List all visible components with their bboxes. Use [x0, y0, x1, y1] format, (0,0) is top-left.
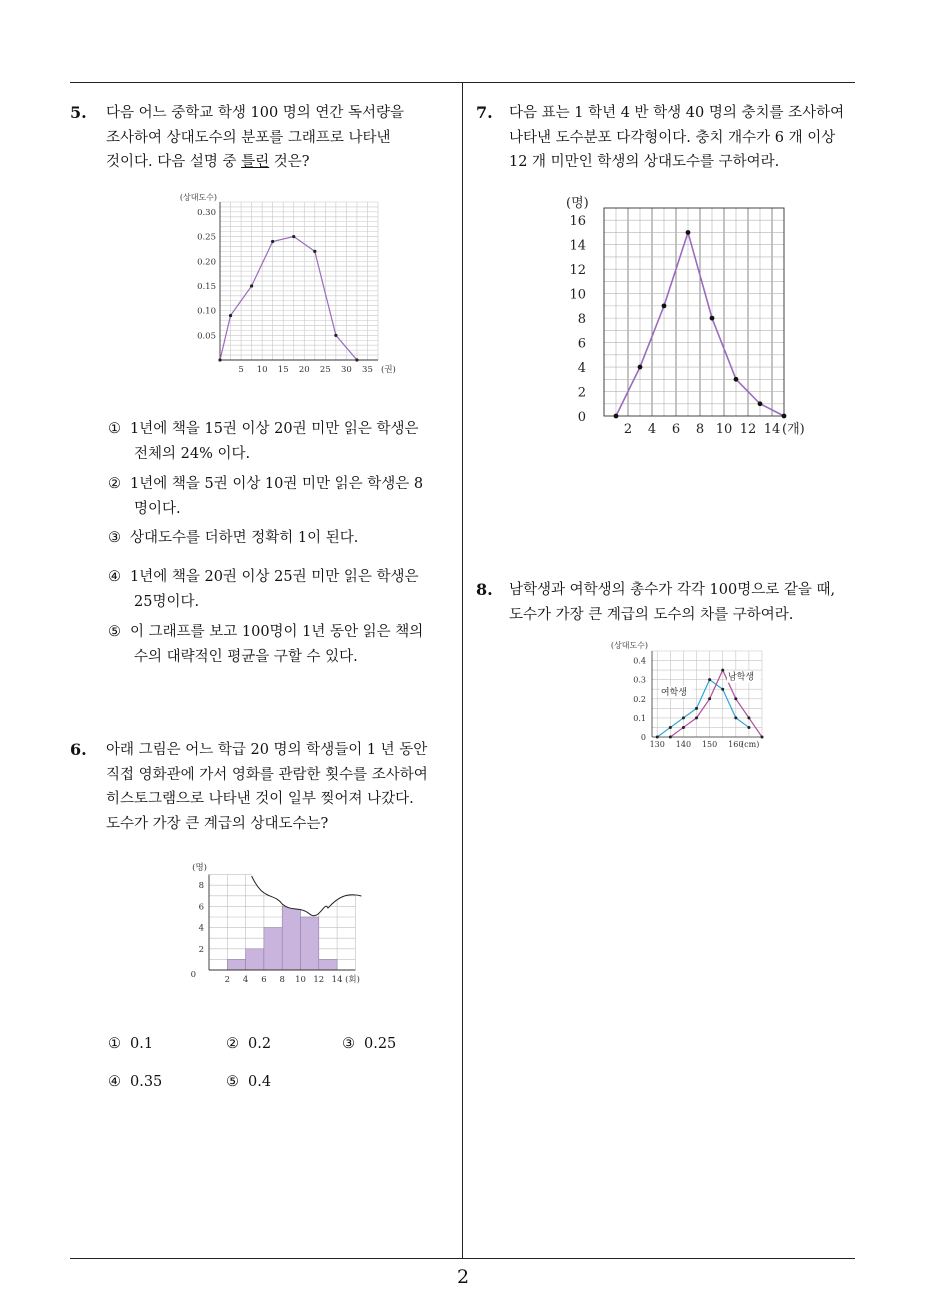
histogram-bar: [227, 959, 245, 970]
question-number: 7.: [476, 103, 493, 122]
question-text-line: 나타낸 도수분포 다각형이다. 충치 개수가 6 개 이상: [509, 129, 836, 146]
q8-comparison-polygon: [594, 637, 774, 755]
data-point: [686, 230, 691, 235]
x-tick-label: 20: [298, 365, 310, 375]
page-number: 2: [456, 1266, 470, 1288]
y-tick-label: 0.3: [633, 675, 646, 685]
y-tick-label: 2: [198, 944, 204, 955]
histogram-bar: [264, 928, 282, 970]
y-tick-label: 0.1: [633, 713, 646, 723]
data-point: [355, 358, 358, 361]
question-number: 5.: [70, 103, 87, 122]
question-8: [476, 578, 861, 633]
question-text-line: 다음 어느 중학교 학생 100 명의 연간 독서량을: [106, 105, 405, 121]
q5-option-2[interactable]: ② 1년에 책을 5권 이상 10권 미만 읽은 학생은 8 명이다.: [108, 476, 424, 517]
x-tick-label: 10: [256, 365, 268, 375]
q6-torn-histogram: [185, 856, 380, 992]
data-point: [292, 235, 295, 238]
y-axis-label: (상대도수): [179, 193, 217, 202]
x-tick-label: 12: [313, 975, 325, 985]
y-tick-label: 0.4: [633, 656, 646, 666]
y-tick-label: 16: [569, 214, 586, 230]
y-tick-label: 8: [198, 881, 204, 892]
q6-option-5[interactable]: ⑤ 0.4: [226, 1074, 272, 1090]
question-text-line: 아래 그림은 어느 학급 20 명의 학생들이 1 년 동안: [106, 742, 428, 758]
x-tick-label: 6: [261, 975, 267, 985]
histogram-bar: [319, 959, 337, 970]
y-axis-label: (상대도수): [610, 641, 648, 650]
q5-option-3[interactable]: ③ 상대도수를 더하면 정확히 1이 된다.: [108, 530, 359, 546]
torn-area: [252, 856, 362, 916]
y-tick-label: 0.30: [197, 207, 216, 218]
data-point: [250, 284, 253, 287]
question-text-line: 남학생과 여학생의 총수가 각각 100명으로 같을 때,: [509, 582, 836, 598]
x-tick-label: 160: [728, 740, 744, 749]
x-tick-label: 35: [362, 365, 373, 375]
data-point: [682, 716, 685, 719]
y-tick-label: 0.05: [197, 331, 216, 342]
question-6: [70, 738, 455, 838]
y-tick-label: 4: [577, 361, 586, 377]
x-tick-label: 10: [715, 422, 733, 437]
data-point: [758, 401, 763, 406]
q5-frequency-polygon: [165, 190, 405, 380]
x-unit-label: (cm): [741, 740, 760, 749]
data-point: [669, 736, 672, 739]
q6-option-3[interactable]: ③ 0.25: [342, 1036, 397, 1052]
y-tick-label: 4: [198, 923, 204, 934]
data-point: [782, 414, 787, 419]
question-text-line: 조사하여 상대도수의 분포를 그래프로 나타낸: [106, 129, 391, 146]
x-unit-label: (권): [381, 365, 396, 375]
question-text-line: 12 개 미만인 학생의 상대도수를 구하여라.: [509, 154, 780, 170]
question-5: [70, 101, 450, 181]
x-tick-label: 130: [649, 740, 665, 749]
q5-option-4[interactable]: ④ 1년에 책을 20권 이상 25권 미만 읽은 학생은 25명이다.: [108, 569, 419, 610]
data-point: [710, 316, 715, 321]
series-label-boys: 남학생: [727, 672, 755, 683]
data-point: [313, 250, 316, 253]
x-tick-label: 12: [739, 422, 757, 437]
question-number: 8.: [476, 580, 493, 599]
q5-option-1[interactable]: ① 1년에 책을 15권 이상 20권 미만 읽은 학생은 전체의 24% 이다.: [108, 421, 419, 462]
x-tick-label: 30: [340, 365, 352, 375]
question-text-line: 것이다. 다음 설명 중 틀린 것은?: [106, 154, 310, 170]
data-point: [656, 736, 659, 739]
question-text-line: 직접 영화관에 가서 영화를 관람한 횟수를 조사하여: [106, 766, 428, 783]
q7-frequency-polygon: [560, 190, 805, 440]
y-tick-label: 0.2: [633, 694, 646, 704]
data-point: [721, 669, 724, 672]
x-tick-label: 2: [224, 975, 231, 985]
question-text-line: 도수가 가장 큰 계급의 도수의 차를 구하여라.: [509, 606, 794, 623]
data-point: [708, 678, 711, 681]
data-point: [761, 736, 764, 739]
x-tick-label: 140: [675, 740, 692, 749]
y-tick-label: 0: [640, 733, 646, 742]
y-tick-label: 0.20: [197, 257, 216, 268]
y-tick-label: 0.10: [197, 306, 216, 317]
y-tick-label: 0: [577, 410, 586, 425]
question-text-line: 히스토그램으로 나타낸 것이 일부 찢어져 나갔다.: [106, 791, 414, 807]
q6-option-2[interactable]: ② 0.2: [226, 1036, 272, 1052]
x-tick-label: 8: [695, 422, 705, 437]
bottom-rule: [70, 1258, 855, 1259]
x-unit-label: (회): [345, 975, 360, 985]
data-point: [682, 726, 685, 729]
data-point: [614, 414, 619, 419]
underlined-word: 틀린: [241, 154, 270, 170]
series-line: [220, 237, 357, 360]
y-tick-label: 14: [569, 238, 586, 254]
y-tick-label: 2: [577, 385, 586, 401]
data-point: [218, 358, 221, 361]
data-point: [747, 726, 750, 729]
series-label-girls: 여학생: [660, 687, 687, 698]
y-axis-label: (명): [192, 863, 207, 873]
x-tick-label: 14: [763, 422, 781, 437]
data-point: [734, 377, 739, 382]
x-tick-label: 14: [331, 975, 343, 985]
question-number: 6.: [70, 740, 87, 759]
histogram-bar: [282, 906, 300, 970]
x-tick-label: 5: [238, 365, 244, 375]
data-point: [638, 365, 643, 370]
data-point: [662, 303, 667, 308]
data-point: [229, 314, 232, 317]
q6-option-1[interactable]: ① 0.1: [108, 1036, 154, 1052]
y-tick-label: 8: [577, 312, 586, 328]
data-point: [695, 716, 698, 719]
y-tick-label: 0: [190, 970, 196, 980]
y-tick-label: 0.25: [197, 232, 216, 243]
histogram-bar: [301, 917, 319, 970]
question-text-line: 도수가 가장 큰 계급의 상대도수는?: [106, 815, 329, 832]
column-divider: [462, 82, 463, 1258]
x-tick-label: 8: [279, 975, 285, 985]
y-tick-label: 0.15: [197, 281, 216, 292]
q5-option-5[interactable]: ⑤ 이 그래프를 보고 100명이 1년 동안 읽은 책의 수의 대략적인 평균을 구할 수 있다.: [108, 624, 424, 665]
data-point: [734, 697, 737, 700]
data-point: [695, 707, 698, 710]
data-point: [747, 716, 750, 719]
y-tick-label: 12: [569, 263, 586, 279]
y-axis-label: (명): [566, 196, 589, 211]
data-point: [334, 334, 337, 337]
data-point: [721, 688, 724, 691]
x-tick-label: 2: [623, 422, 633, 437]
y-tick-label: 10: [569, 287, 586, 303]
x-tick-label: 4: [242, 975, 249, 985]
question-7: [476, 101, 861, 181]
data-point: [669, 726, 672, 729]
x-tick-label: 10: [295, 975, 306, 985]
data-point: [271, 240, 274, 243]
question-text-line: 다음 표는 1 학년 4 반 학생 40 명의 충치를 조사하여: [509, 105, 845, 121]
x-unit-label: (개): [782, 422, 805, 437]
data-point: [708, 697, 711, 700]
y-tick-label: 6: [198, 902, 204, 913]
histogram-bar: [246, 949, 264, 970]
x-tick-label: 15: [277, 365, 289, 375]
x-tick-label: 25: [319, 365, 331, 375]
x-tick-label: 4: [647, 422, 657, 437]
x-tick-label: 6: [671, 422, 681, 437]
y-tick-label: 6: [577, 336, 586, 352]
data-point: [734, 716, 737, 719]
q6-option-4[interactable]: ④ 0.35: [108, 1074, 163, 1090]
x-tick-label: 150: [701, 740, 718, 749]
